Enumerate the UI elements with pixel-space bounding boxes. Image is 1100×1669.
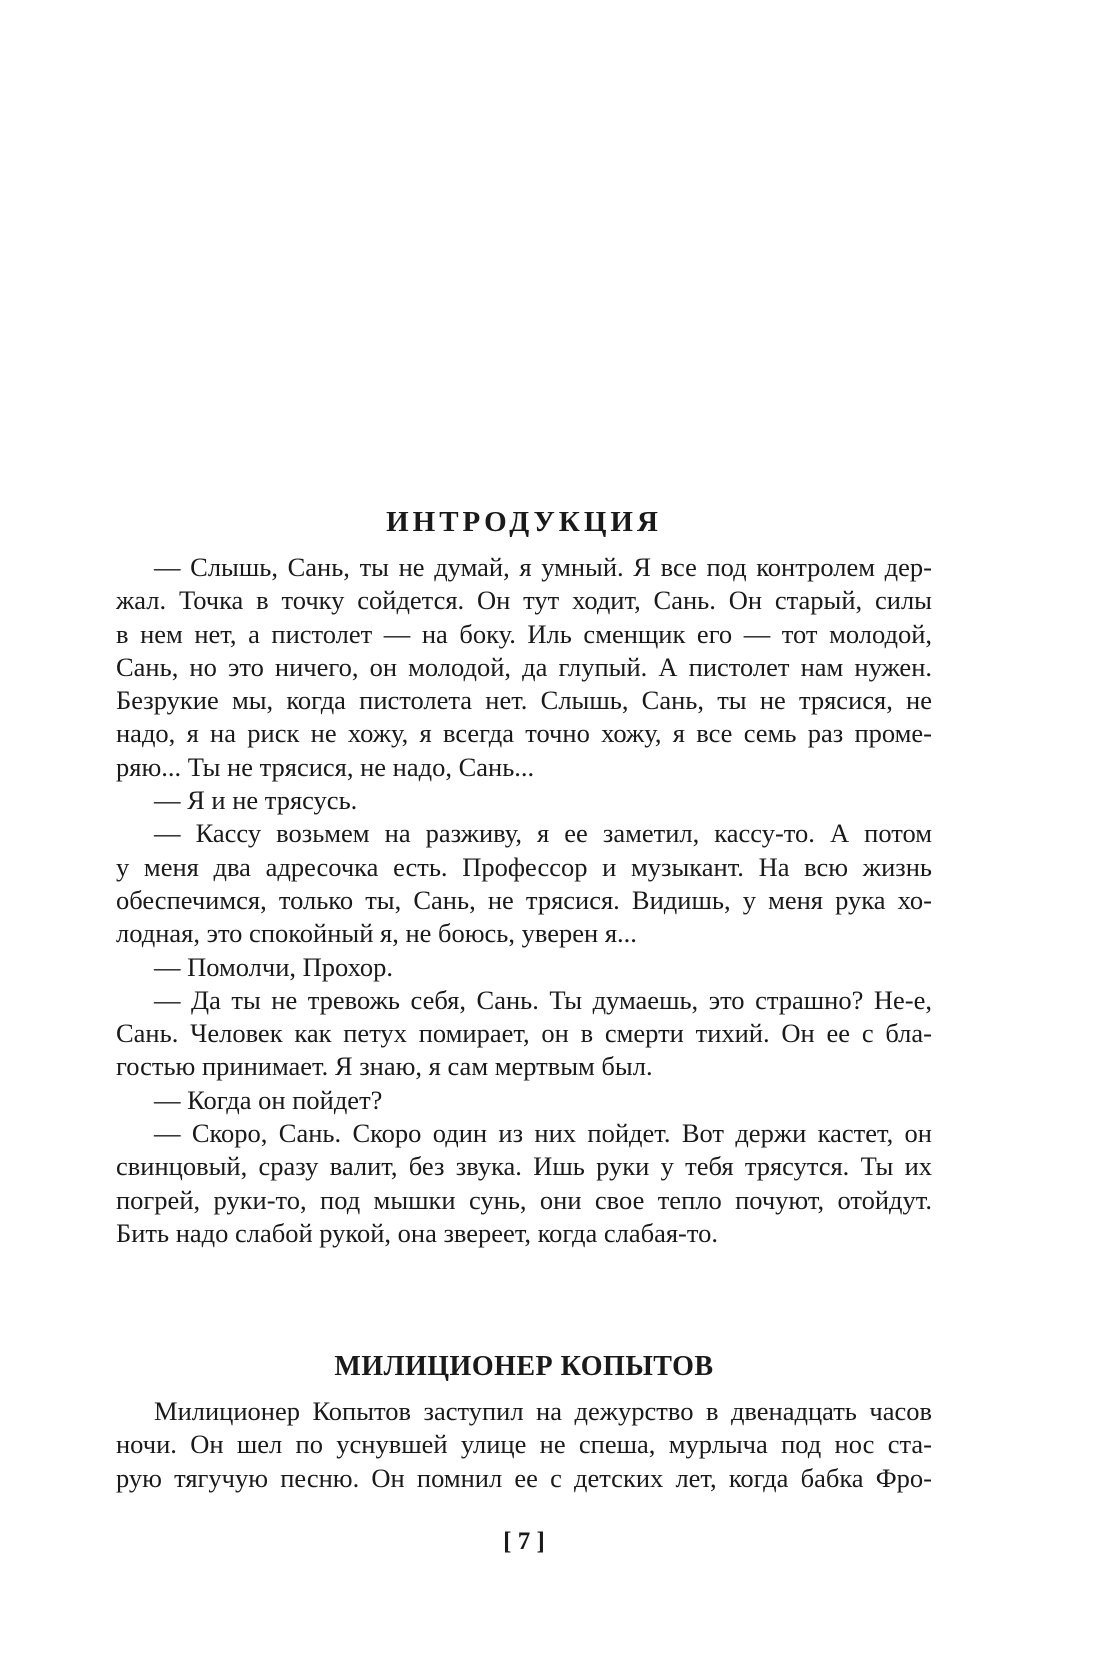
- text-line: ряю... Ты не трясися, не надо, Сань...: [116, 751, 535, 782]
- section-text-militsioner-kopytov: [116, 1395, 932, 1495]
- text-line: — Слышь, Сань, ты не думай, я умный. Я все под контролем дер-: [154, 552, 932, 582]
- text-line: погрей, руки-то, под мышки сунь, они свое тепло почуют, отойдут.: [116, 1184, 932, 1215]
- text-line: Сань, но это ничего, он молодой, да глупый. А пистолет нам нужен.: [116, 651, 932, 682]
- text-line: гостью принимает. Я знаю, я сам мертвым был.: [116, 1051, 653, 1082]
- text-line: — Когда он пойдет?: [154, 1084, 383, 1115]
- text-line: надо, я на риск не хожу, я всегда точно хожу, я все семь раз проме-: [116, 718, 932, 749]
- section-title-introduction: ИНТРОДУКЦИЯ: [386, 506, 662, 539]
- text-line: в нем нет, а пистолет — на боку. Иль сменщик его — тот молодой,: [116, 618, 932, 649]
- text-line: — Помолчи, Прохор.: [154, 951, 394, 982]
- text-line: — Скоро, Сань. Скоро один из них пойдет. Вот держи кастет, он: [154, 1118, 932, 1149]
- text-line: Милиционер Копытов заступил на дежурство в двенадцать часов: [154, 1396, 932, 1426]
- text-line: у меня два адресочка есть. Профессор и музыкант. На всю жизнь: [116, 851, 932, 882]
- text-line: рую тягучую песню. Он помнил ее с детских лет, когда бабка Фро-: [116, 1462, 932, 1493]
- text-line: жал. Точка в точку сойдется. Он тут ходит, Сань. Он старый, силы: [116, 585, 932, 616]
- text-line: лодная, это спокойный я, не боюсь, уверен я...: [116, 918, 637, 949]
- text-line: свинцовый, сразу валит, без звука. Ишь руки у тебя трясутся. Ты их: [116, 1151, 932, 1182]
- section-title-militsioner-kopytov: МИЛИЦИОНЕР КОПЫТОВ: [334, 1351, 714, 1383]
- text-line: ночи. Он шел по уснувшей улице не спеша, мурлыча под нос ста-: [116, 1429, 932, 1460]
- text-line: — Кассу возьмем на разживу, я ее заметил, кассу-то. А потом: [154, 818, 932, 849]
- section-text-introduction: [116, 551, 932, 1250]
- text-line: Бить надо слабой рукой, она звереет, когда слабая-то.: [116, 1217, 718, 1248]
- book-page: [116, 0, 932, 1669]
- text-line: обеспечимся, только ты, Сань, не трясися. Видишь, у меня рука хо-: [116, 884, 932, 915]
- text-line: Безрукие мы, когда пистолета нет. Слышь, Сань, ты не трясися, не: [116, 685, 932, 716]
- page-number: [ 7 ]: [503, 1528, 545, 1555]
- text-line: — Я и не трясусь.: [154, 785, 358, 816]
- text-line: — Да ты не тревожь себя, Сань. Ты думаешь, это страшно? Не-е,: [154, 984, 932, 1015]
- text-line: Сань. Человек как петух помирает, он в смерти тихий. Он ее с бла-: [116, 1018, 932, 1049]
